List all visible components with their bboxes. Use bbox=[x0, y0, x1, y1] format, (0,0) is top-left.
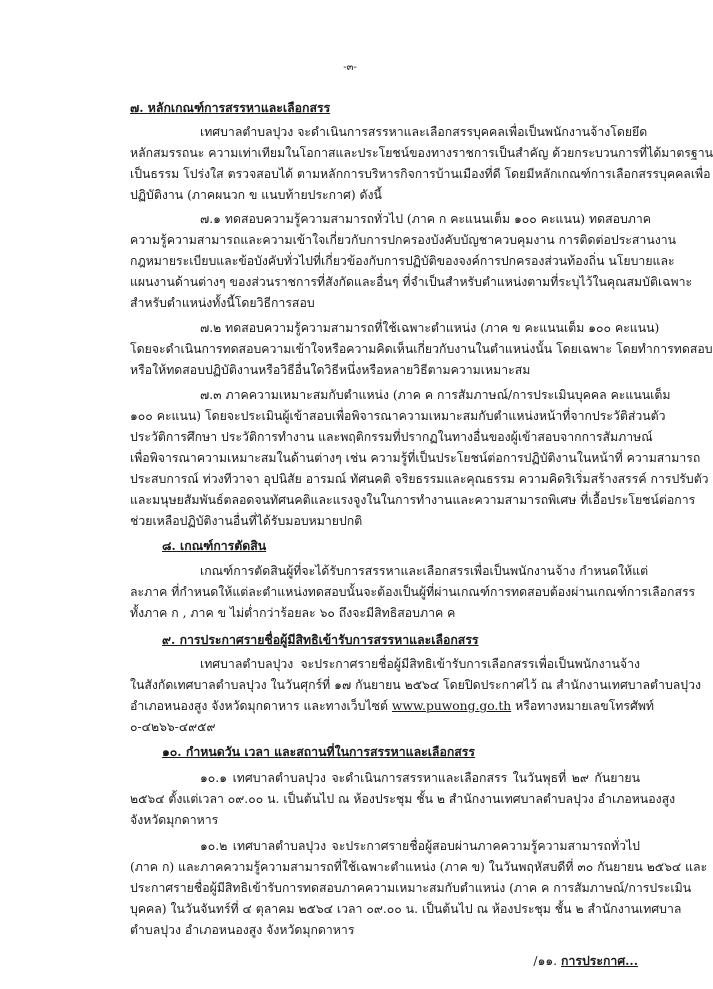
section-7-heading: ๗. หลักเกณฑ์การสรรหาและเลือกสรร bbox=[130, 100, 331, 115]
section-7-3-line: ช่วยเหลือปฏิบัติงานอื่นที่ได้รับมอบหมายปกติ bbox=[130, 514, 363, 528]
section-7-3-line: ประสบการณ์ ท่วงทีวาจา อุปนิสัย อารมณ์ ทัศนคติ จริยธรรมและคุณธรรม ความคิดริเริ่มสร้างสรรค์ การปรับตัว bbox=[130, 472, 709, 486]
section-7-1-line: สำหรับตำแหน่งทั้งนี้โดยวิธีการสอบ bbox=[130, 296, 315, 310]
section-7-3-line: ๗.๓ ภาคความเหมาะสมกับตำแหน่ง (ภาค ค การสัมภาษณ์/การประเมินบุคคล คะแนนเต็ม bbox=[200, 388, 671, 402]
section-7-3-line: เพื่อพิจารณาความเหมาะสมในด้านต่างๆ เช่น ความรู้ที่เป็นประโยชน์ต่อการปฏิบัติงานในหน้าที่ ความสามารถ bbox=[130, 451, 701, 465]
section-7-1-line: ความรู้ความสามารถและความเข้าใจเกี่ยวกับการปกครองบังคับบัญชาควบคุมงาน การติดต่อประสานงาน bbox=[130, 233, 677, 247]
website-link[interactable]: www.puwong.go.th bbox=[391, 699, 512, 713]
section-7-3-line: ประวัติการศึกษา ประวัติการทำงาน และพฤติกรรมที่ปรากฏในทางอื่นของผู้เข้าสอบจากการสัมภาษณ์ bbox=[130, 430, 653, 444]
section-9-line: ในสังกัดเทศบาลตำบลปุวง ในวันศุกร์ที่ ๑๗ กันยายน ๒๕๖๔ โดยปิดประกาศไว้ ณ สำนักงานเทศบาลตำบลปุวง bbox=[130, 678, 701, 692]
section-10-2-line: ประกาศรายชื่อผู้มีสิทธิเข้ารับการทดสอบภาคความเหมาะสมกับตำแหน่ง (ภาค ค การสัมภาษณ์/การประเมิน bbox=[130, 881, 692, 895]
section-7-1-line: แผนงานด้านต่างๆ ของส่วนราชการที่สังกัดและอื่นๆ ที่จำเป็นสำหรับตำแหน่งตามที่ระบุไว้ในคุณสมบัติเฉพาะ bbox=[130, 275, 693, 289]
section-8-line: เกณฑ์การตัดสินผู้ที่จะได้รับการสรรหาและเลือกสรรเพื่อเป็นพนักงานจ้าง กำหนดให้แต่ bbox=[200, 564, 649, 578]
section-8-line: ทั้งภาค ก , ภาค ข ไม่ต่ำกว่าร้อยละ ๖๐ ถึงจะมีสิทธิสอบภาค ค bbox=[130, 606, 456, 620]
section-10-2-line: ๑๐.๒ เทศบาลตำบลปุวง จะประกาศรายชื่อผู้สอบผ่านภาคความรู้ความสามารถทั่วไป bbox=[200, 839, 640, 853]
section-9-line: เทศบาลตำบลปุวง จะประกาศรายชื่อผู้มีสิทธิเข้ารับการเลือกสรรเพื่อเป็นพนักงานจ้าง bbox=[200, 657, 640, 671]
section-9-line-with-website bbox=[130, 698, 655, 714]
section-9-heading: ๙. การประกาศรายชื่อผู้มีสิทธิเข้ารับการสรรหาและเลือกสรร bbox=[162, 632, 479, 647]
section-7-3-line: และมนุษยสัมพันธ์ตลอดจนทัศนคติและแรงจูงในในการทำงานและความสามารถพิเศษ ที่เอื้อประโยชน์ต่อการ bbox=[130, 493, 696, 507]
section-7-3-line: ๑๐๐ คะแนน) โดยจะประเมินผู้เข้าสอบเพื่อพิจารณาความเหมาะสมกับตำแหน่งหน้าที่จากประวัติส่วนตัว bbox=[130, 409, 666, 423]
section-9-line-text: อำเภอหนองสูง จังหวัดมุกดาหาร และทางเว็บไซต์ bbox=[130, 699, 388, 713]
section-7-intro-line: ปฏิบัติงาน (ภาคผนวก ข แนบท้ายประกาศ) ดังนี้ bbox=[130, 188, 382, 202]
continuation-prefix: /๑๑. bbox=[533, 954, 558, 968]
section-8-line: ละภาค ที่กำหนดให้แต่ละตำแหน่งทดสอบนั้นจะต้องเป็นผู้ที่ผ่านเกณฑ์การทดสอบต้องผ่านเกณฑ์การเลือกสรร bbox=[130, 585, 696, 599]
continuation-marker bbox=[130, 953, 638, 969]
section-10-1-line: จังหวัดมุกดาหาร bbox=[130, 813, 219, 827]
section-7-intro-line: เทศบาลตำบลปุวง จะดำเนินการสรรหาและเลือกสรรบุคคลเพื่อเป็นพนักงานจ้างโดยยึด bbox=[200, 125, 648, 139]
section-7-intro-line: หลักสมรรถนะ ความเท่าเทียมในโอกาสและประโยชน์ของทางราชการเป็นสำคัญ ด้วยกระบวนการที่ได้มาตรฐาน bbox=[130, 146, 713, 160]
section-10-2-line: (ภาค ก) และภาคความรู้ความสามารถที่ใช้เฉพาะตำแหน่ง (ภาค ข) ในวันพฤหัสบดีที่ ๓๐ กันยายน ๒๕๖๔ และ bbox=[130, 860, 708, 874]
section-7-2-line: ๗.๒ ทดสอบความรู้ความสามารถที่ใช้เฉพาะตำแหน่ง (ภาค ข คะแนนเต็ม ๑๐๐ คะแนน) bbox=[200, 321, 660, 335]
phone-prefix: หรือทางหมายเลขโทรศัพท์ bbox=[515, 699, 655, 713]
section-10-2-line: ตำบลปุวง อำเภอหนองสูง จังหวัดมุกดาหาร bbox=[130, 923, 355, 937]
section-7-intro-line: เป็นธรรม โปร่งใส ตรวจสอบได้ ตามหลักการบริหารกิจการบ้านเมืองที่ดี โดยมีหลักเกณฑ์การเลือกสรรบุคคลเพื่อ bbox=[130, 167, 711, 181]
continuation-next-section: การประกาศ... bbox=[561, 953, 638, 968]
section-10-1-line: ๑๐.๑ เทศบาลตำบลปุวง จะดำเนินการสรรหาและเลือกสรร ในวันพุธที่ ๒๙ กันยายน bbox=[200, 771, 640, 785]
section-10-2-line: บุคคล) ในวันจันทร์ที่ ๔ ตุลาคม ๒๕๖๔ เวลา ๐๙.๐๐ น. เป็นต้นไป ณ ห้องประชุม ชั้น ๒ สำนักงานเทศบาล bbox=[130, 902, 682, 916]
section-10-heading: ๑๐. กำหนดวัน เวลา และสถานที่ในการสรรหาและเลือกสรร bbox=[162, 744, 476, 759]
phone-number: ๐-๔๒๖๖-๔๙๕๙ bbox=[130, 720, 216, 734]
section-7-2-line: โดยจะดำเนินการทดสอบความเข้าใจหรือความคิดเห็นเกี่ยวกับงานในตำแหน่งนั้น โดยเฉพาะ โดยทำการทดสอบ bbox=[130, 342, 713, 356]
section-7-2-line: หรือให้ทดสอบปฏิบัติงานหรือวิธีอื่นใดวิธีหนึ่งหรือหลายวิธีตามความเหมาะสม bbox=[130, 363, 531, 377]
page-number: -๓- bbox=[343, 62, 357, 73]
section-7-1-line: กฎหมายระเบียบและข้อบังคับทั่วไปที่เกี่ยวข้องกับการปฏิบัติของจงค์การปกครองส่วนท้องถิ่น นโยบายและ bbox=[130, 254, 675, 268]
section-7-1-line: ๗.๑ ทดสอบความรู้ความสามารถทั่วไป (ภาค ก คะแนนเต็ม ๑๐๐ คะแนน) ทดสอบภาค bbox=[200, 212, 652, 226]
section-8-heading: ๘. เกณฑ์การตัดสิน bbox=[162, 538, 267, 553]
section-10-1-line: ๒๕๖๔ ตั้งแต่เวลา ๐๙.๐๐ น. เป็นต้นไป ณ ห้องประชุม ชั้น ๒ สำนักงานเทศบาลตำบลปุวง อำเภอหนองสูง bbox=[130, 792, 676, 806]
